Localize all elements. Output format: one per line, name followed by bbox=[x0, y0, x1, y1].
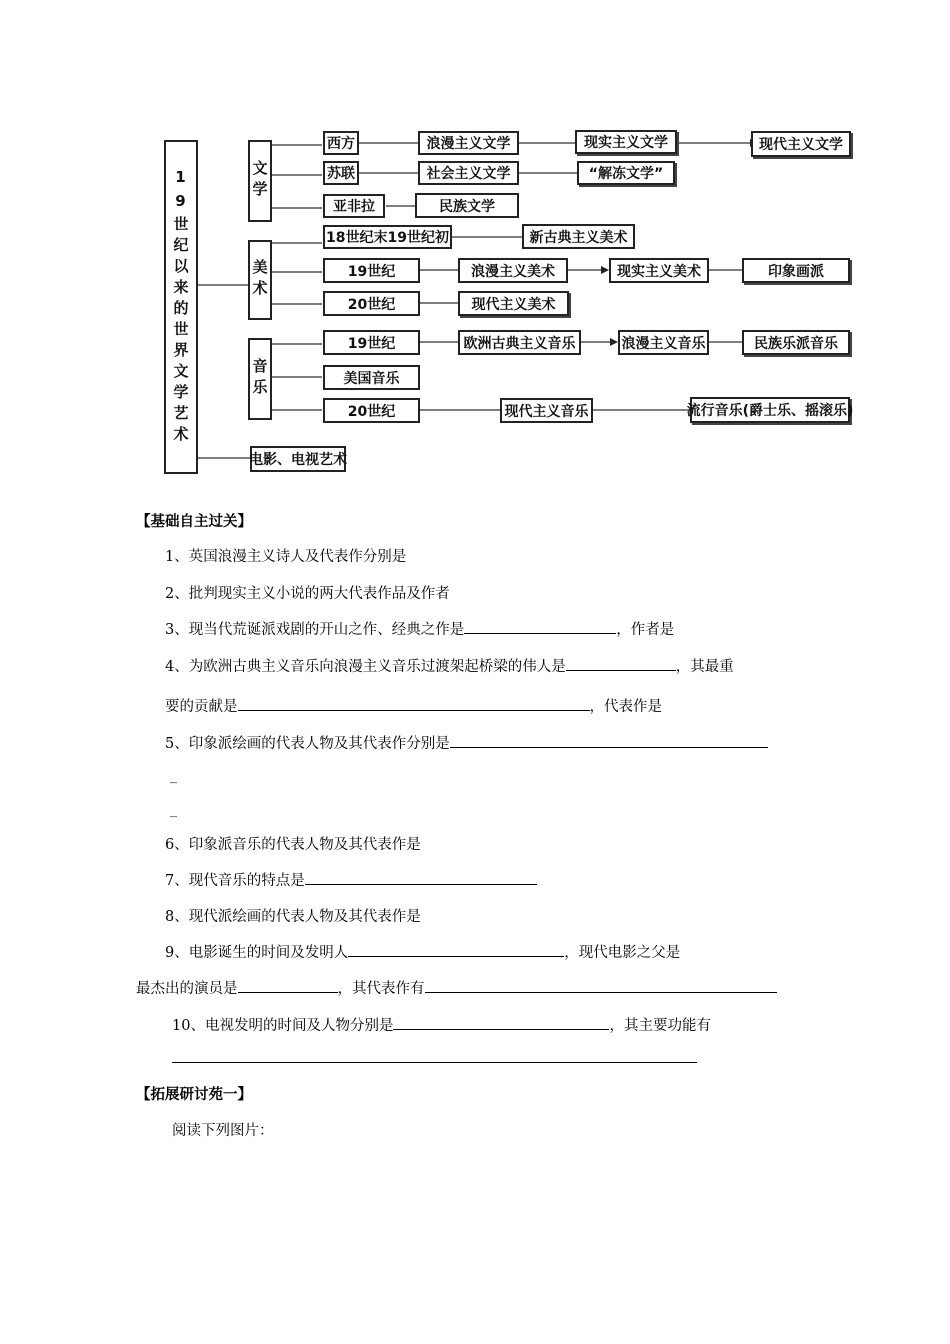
category-art-label: 美术 bbox=[250, 259, 269, 301]
question-1: 1、英国浪漫主义诗人及代表作分别是 bbox=[165, 549, 407, 565]
question-4-works-text: ，代表作是 bbox=[589, 699, 662, 715]
art-impressionism: 印象画派 bbox=[742, 258, 850, 283]
music-modern: 现代主义音乐 bbox=[500, 398, 593, 423]
question-9-actor-text: 最杰出的演员是 bbox=[136, 981, 238, 997]
art-20c: 20世纪 bbox=[323, 291, 420, 316]
answer-blank-9b[interactable] bbox=[238, 978, 338, 993]
answer-dash-2: _ bbox=[170, 802, 177, 818]
music-american: 美国音乐 bbox=[323, 365, 420, 390]
question-3-author-text: ，作者是 bbox=[616, 622, 675, 638]
question-4-line2 bbox=[165, 695, 662, 716]
question-9-text: 9、电影诞生的时间及发明人 bbox=[165, 945, 349, 961]
question-9-works-text: ，其代表作有 bbox=[337, 981, 425, 997]
question-9-line2 bbox=[136, 977, 777, 998]
answer-blank-4a[interactable] bbox=[566, 656, 676, 671]
question-4 bbox=[165, 655, 734, 676]
question-4-text: 4、为欧洲古典主义音乐向浪漫主义音乐过渡架起桥梁的伟人是 bbox=[165, 659, 566, 675]
answer-dash-1: _ bbox=[170, 768, 177, 784]
music-romantic: 浪漫主义音乐 bbox=[618, 330, 709, 355]
lit-western: 西方 bbox=[323, 131, 359, 155]
category-art bbox=[248, 240, 272, 320]
question-9-father-text: ，现代电影之父是 bbox=[564, 945, 681, 961]
answer-line-10b[interactable] bbox=[172, 1062, 697, 1063]
section1-title: 【基础自主过关】 bbox=[136, 514, 252, 530]
question-5-text: 5、印象派绘画的代表人物及其代表作分别是 bbox=[165, 736, 450, 752]
section2-title: 【拓展研讨苑一】 bbox=[136, 1087, 252, 1103]
lit-realist: 现实主义文学 bbox=[575, 130, 677, 154]
lit-soviet: 苏联 bbox=[323, 161, 359, 185]
lit-modern: 现代主义文学 bbox=[751, 131, 851, 157]
lit-afro-asian: 亚非拉 bbox=[323, 194, 385, 218]
answer-blank-9c[interactable] bbox=[425, 978, 777, 993]
root-label: 19世纪以来的世界文学艺术 bbox=[171, 167, 190, 447]
category-music bbox=[248, 338, 272, 420]
question-6: 6、印象派音乐的代表人物及其代表作是 bbox=[165, 837, 421, 853]
lit-thaw: “解冻文学” bbox=[577, 161, 675, 185]
question-7-text: 7、现代音乐的特点是 bbox=[165, 873, 305, 889]
section2-intro: 阅读下列图片： bbox=[172, 1123, 274, 1139]
music-19c: 19世纪 bbox=[323, 330, 420, 355]
question-5 bbox=[165, 732, 768, 753]
answer-blank-3a[interactable] bbox=[464, 619, 616, 634]
music-20c: 20世纪 bbox=[323, 398, 420, 423]
question-3 bbox=[165, 618, 674, 639]
question-2: 2、批判现实主义小说的两大代表作品及作者 bbox=[165, 586, 450, 602]
question-10-text: 10、电视发明的时间及人物分别是 bbox=[172, 1018, 394, 1034]
art-neoclassical: 新古典主义美术 bbox=[522, 224, 635, 249]
music-popular: 流行音乐(爵士乐、摇滚乐) bbox=[690, 397, 850, 423]
art-romantic: 浪漫主义美术 bbox=[458, 258, 568, 283]
question-10 bbox=[172, 1014, 711, 1035]
question-7 bbox=[165, 869, 537, 890]
category-music-label: 音乐 bbox=[250, 358, 269, 400]
question-8: 8、现代派绘画的代表人物及其代表作是 bbox=[165, 909, 421, 925]
question-10-function-text: ，其主要功能有 bbox=[609, 1018, 711, 1034]
art-realist: 现实主义美术 bbox=[609, 258, 709, 283]
root-box bbox=[164, 140, 198, 474]
question-4-cont-text: ，其最重 bbox=[675, 659, 734, 675]
art-period-18-19: 18世纪末19世纪初 bbox=[323, 225, 452, 249]
lit-national: 民族文学 bbox=[415, 193, 519, 218]
music-national: 民族乐派音乐 bbox=[742, 330, 850, 355]
art-modern: 现代主义美术 bbox=[458, 291, 569, 316]
category-literature bbox=[248, 140, 272, 222]
lit-romantic: 浪漫主义文学 bbox=[418, 131, 519, 155]
answer-blank-9a[interactable] bbox=[348, 942, 564, 957]
category-literature-label: 文学 bbox=[250, 160, 269, 202]
art-19c: 19世纪 bbox=[323, 258, 420, 283]
music-classical: 欧洲古典主义音乐 bbox=[458, 330, 581, 355]
lit-socialist: 社会主义文学 bbox=[418, 161, 519, 185]
category-film-tv: 电影、电视艺术 bbox=[250, 446, 346, 472]
question-4-contribution-text: 要的贡献是 bbox=[165, 699, 238, 715]
answer-blank-4b[interactable] bbox=[238, 696, 590, 711]
question-3-text: 3、现当代荒诞派戏剧的开山之作、经典之作是 bbox=[165, 622, 465, 638]
question-9 bbox=[165, 941, 680, 962]
answer-blank-5[interactable] bbox=[450, 733, 768, 748]
answer-blank-10a[interactable] bbox=[393, 1015, 609, 1030]
answer-blank-7[interactable] bbox=[305, 870, 537, 885]
